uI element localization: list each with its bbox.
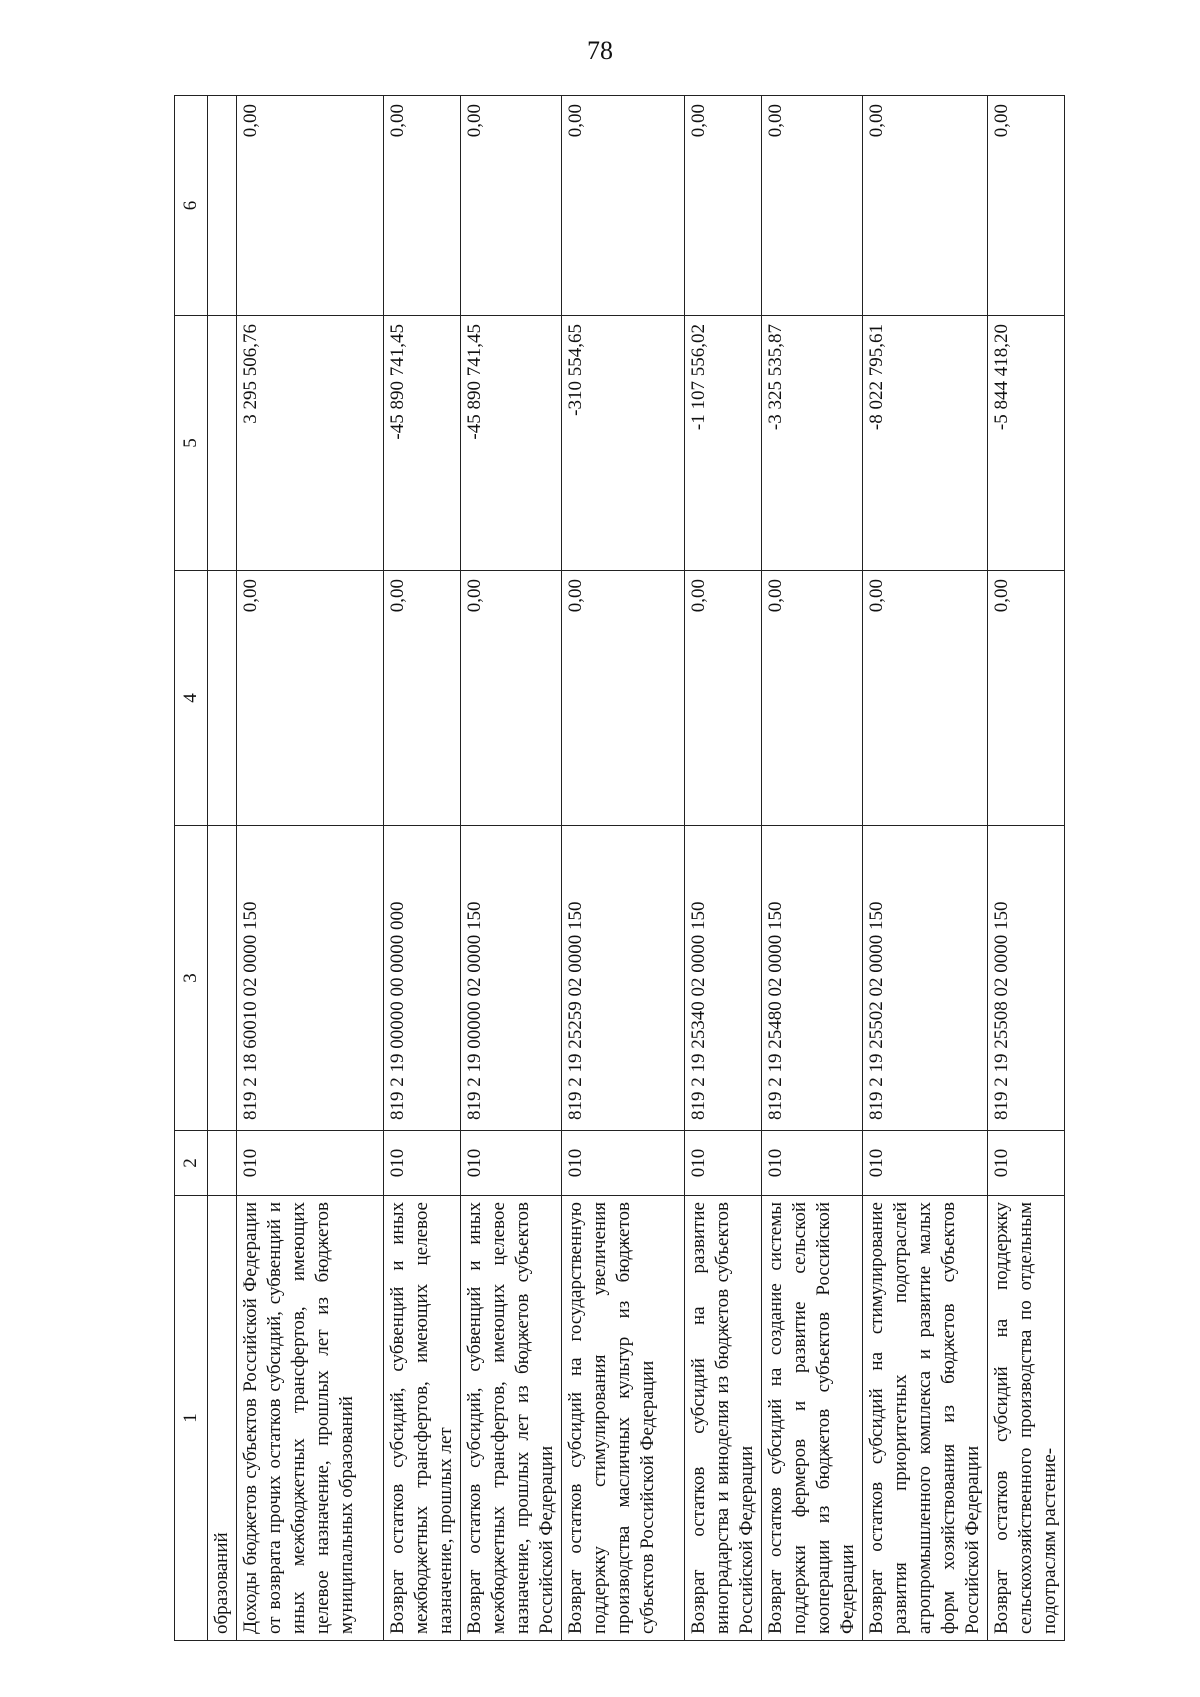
header-cell-3: 3 — [175, 826, 208, 1131]
row-col4: 0,00 — [988, 571, 1065, 826]
row-kbk: 819 2 18 60010 02 0000 150 — [237, 826, 384, 1131]
header-cell-2: 2 — [175, 1131, 208, 1196]
row-col5: -1 107 556,02 — [685, 316, 762, 571]
continuation-text: образований — [208, 1196, 237, 1641]
row-col6: 0,00 — [237, 96, 384, 316]
row-code: 010 — [384, 1131, 461, 1196]
row-name: Возврат остатков субсидий, субвенций и иных межбюджетных трансфертов, имеющих целевое назначение, прошлых лет из бюджетов субъектов Российской Федерации — [461, 1196, 562, 1641]
header-row — [175, 96, 208, 1641]
table-row — [237, 96, 384, 1641]
row-col5: -3 325 535,87 — [762, 316, 863, 571]
continuation-empty-cell — [208, 96, 237, 316]
row-col5: 3 295 506,76 — [237, 316, 384, 571]
row-kbk: 819 2 19 25502 02 0000 150 — [863, 826, 988, 1131]
table-frame — [174, 96, 1096, 1641]
table-row — [988, 96, 1065, 1641]
row-col5: -5 844 418,20 — [988, 316, 1065, 571]
row-name: Возврат остатков субсидий на поддержку сельскохозяйственного производства по отдельным подотраслям растение- — [988, 1196, 1065, 1641]
row-col4: 0,00 — [863, 571, 988, 826]
row-col4: 0,00 — [562, 571, 685, 826]
table-row — [762, 96, 863, 1641]
row-code: 010 — [237, 1131, 384, 1196]
header-cell-5: 5 — [175, 316, 208, 571]
continuation-empty-cell — [208, 1131, 237, 1196]
header-cell-1: 1 — [175, 1196, 208, 1641]
continuation-empty-cell — [208, 316, 237, 571]
row-col6: 0,00 — [461, 96, 562, 316]
row-code: 010 — [762, 1131, 863, 1196]
row-code: 010 — [685, 1131, 762, 1196]
row-col5: -45 890 741,45 — [384, 316, 461, 571]
row-col4: 0,00 — [384, 571, 461, 826]
row-col5: -310 554,65 — [562, 316, 685, 571]
row-col6: 0,00 — [863, 96, 988, 316]
row-kbk: 819 2 19 25480 02 0000 150 — [762, 826, 863, 1131]
row-col4: 0,00 — [762, 571, 863, 826]
row-col6: 0,00 — [762, 96, 863, 316]
row-name: Возврат остатков субсидий, субвенций и иных межбюджетных трансфертов, имеющих целевое назначение, прошлых лет — [384, 1196, 461, 1641]
row-col6: 0,00 — [988, 96, 1065, 316]
table-row — [461, 96, 562, 1641]
row-col6: 0,00 — [562, 96, 685, 316]
header-cell-6: 6 — [175, 96, 208, 316]
row-code: 010 — [988, 1131, 1065, 1196]
row-code: 010 — [461, 1131, 562, 1196]
continuation-empty-cell — [208, 571, 237, 826]
row-name: Возврат остатков субсидий на государственную поддержку стимулирования увеличения производства масличных культур из бюджетов субъектов Российской Федерации — [562, 1196, 685, 1641]
continuation-empty-cell — [208, 826, 237, 1131]
income-table — [174, 95, 1065, 1641]
continuation-row — [208, 96, 237, 1641]
row-code: 010 — [562, 1131, 685, 1196]
row-name: Возврат остатков субсидий на развитие виноградарства и виноделия из бюджетов субъектов Российской Федерации — [685, 1196, 762, 1641]
row-col6: 0,00 — [384, 96, 461, 316]
table-row — [863, 96, 988, 1641]
row-kbk: 819 2 19 25340 02 0000 150 — [685, 826, 762, 1131]
row-col4: 0,00 — [237, 571, 384, 826]
rotated-table-container — [174, 96, 1096, 1641]
row-name: Возврат остатков субсидий на создание системы поддержки фермеров и развитие сельской кооперации из бюджетов субъектов Российской Федерации — [762, 1196, 863, 1641]
page-number: 78 — [587, 36, 613, 65]
row-col4: 0,00 — [685, 571, 762, 826]
row-col6: 0,00 — [685, 96, 762, 316]
row-kbk: 819 2 19 00000 00 0000 000 — [384, 826, 461, 1131]
row-name: Доходы бюджетов субъектов Российской Федерации от возврата прочих остатков субсидий, субвенций и иных межбюджетных трансфертов, имеющих целевое назначение, прошлых лет из бюджетов муниципальных образований — [237, 1196, 384, 1641]
row-kbk: 819 2 19 25259 02 0000 150 — [562, 826, 685, 1131]
row-code: 010 — [863, 1131, 988, 1196]
row-kbk: 819 2 19 25508 02 0000 150 — [988, 826, 1065, 1131]
row-kbk: 819 2 19 00000 02 0000 150 — [461, 826, 562, 1131]
row-col5: -45 890 741,45 — [461, 316, 562, 571]
table-row — [685, 96, 762, 1641]
table-row — [384, 96, 461, 1641]
row-col4: 0,00 — [461, 571, 562, 826]
row-col5: -8 022 795,61 — [863, 316, 988, 571]
table-row — [562, 96, 685, 1641]
row-name: Возврат остатков субсидий на стимулирование развития приоритетных подотраслей агропромышленного комплекса и развитие малых форм хозяйствования из бюджетов субъектов Российской Федерации — [863, 1196, 988, 1641]
header-cell-4: 4 — [175, 571, 208, 826]
